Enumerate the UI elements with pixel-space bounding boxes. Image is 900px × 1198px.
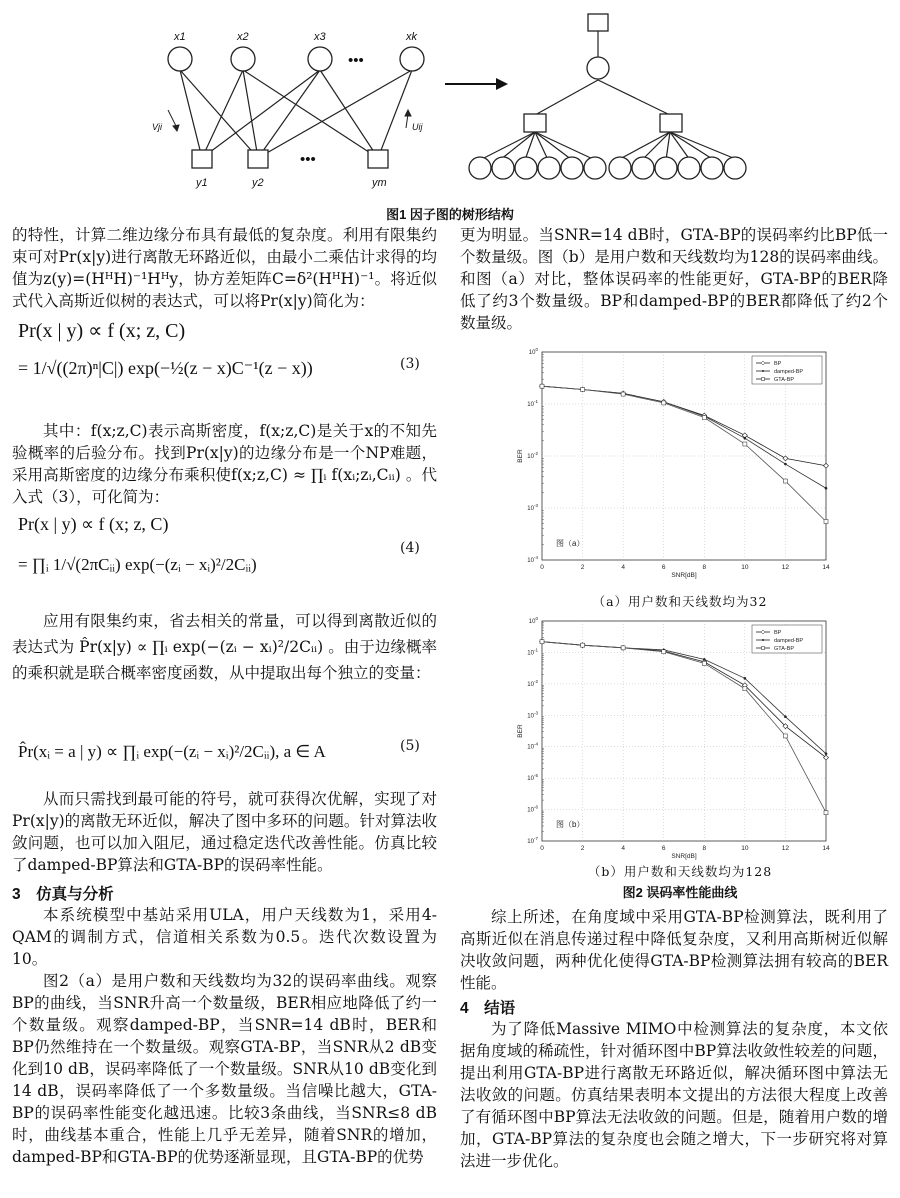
point-GTA-BP xyxy=(702,416,706,420)
equation-3-number: (3) xyxy=(400,356,420,372)
right-paragraph-1: 更为明显。当SNR=14 dB时，GTA-BP的误码率约比BP低一个数量级。图（b）是用户数和天线数均为128的误码率曲线。和图（a）对比，整体误码率的性能更好，GTA-BP的BER降低了约3个数量级。BP和damped-BP的BER都降低了约2个数量级。 xyxy=(460,226,888,332)
x-tick-label: 8 xyxy=(702,564,707,571)
y-tick-label: $10^{-2}$ xyxy=(527,678,538,688)
label-x3: x3 xyxy=(314,31,326,43)
tree-right-factor xyxy=(660,114,682,132)
x-axis-label: SNR[dB] xyxy=(671,572,697,579)
tree-leaf xyxy=(632,157,654,179)
point-GTA-BP xyxy=(702,661,706,665)
y-tick-label: $10^{-1}$ xyxy=(527,399,538,408)
x-tick-label: 12 xyxy=(781,845,790,852)
panel-label: 图（b） xyxy=(556,820,585,829)
y-tick-label: $10^{-4}$ xyxy=(527,741,538,751)
factor-node-ym xyxy=(368,150,388,168)
label-vji: Vji xyxy=(152,122,163,132)
legend-marker xyxy=(762,647,765,650)
point-GTA-BP xyxy=(662,650,666,654)
label-ym: ym xyxy=(372,177,387,189)
variable-node-x2 xyxy=(231,47,255,71)
tree-leaf xyxy=(515,157,537,179)
point-GTA-BP xyxy=(783,734,787,738)
right-paragraph-3: 为了降低Massive MIMO中检测算法的复杂度，本文依据角度域的稀疏性，针对循环图中BP算法收敛性较差的问题，提出利用GTA-BP进行离散无环路近似，解决循环图中算法无法收敛的问题。仿真结果表明本文提出的方法很大程度上改善了有循环图中BP算法无法收敛的问题。但是，随着用户数的增加，GTA-BP算法的复杂度也会随之增大，下一步研究将对算法进一步优化。 xyxy=(460,1020,888,1170)
legend-marker xyxy=(762,378,765,381)
point-GTA-BP xyxy=(540,640,544,644)
right-paragraph-2: 综上所述，在角度域中采用GTA-BP检测算法，既利用了高斯近似在消息传递过程中降低复杂度，又利用高斯树近似解决收敛问题，两种优化使得GTA-BP检测算法拥有较高的BER性能。 xyxy=(460,908,888,992)
legend-label: GTA-BP xyxy=(774,377,795,383)
legend-label: BP xyxy=(774,361,782,367)
equation-4-line1: Pr(x | y) ∝ f (x; z, C) xyxy=(18,514,169,534)
equation-4-number: (4) xyxy=(400,540,420,556)
y-tick-label: $10^0$ xyxy=(528,616,538,625)
label-y1: y1 xyxy=(196,177,208,189)
x-tick-label: 14 xyxy=(822,845,830,852)
y-tick-label: $10^{-6}$ xyxy=(527,804,538,814)
tree-root-variable xyxy=(587,57,609,79)
equation-3-line1: Pr(x | y) ∝ f (x; z, C) xyxy=(18,320,186,342)
point-damped-BP xyxy=(703,658,706,661)
equation-5-number: (5) xyxy=(400,738,420,754)
transform-arrow xyxy=(445,78,508,90)
label-dots-bottom: ••• xyxy=(300,151,316,168)
tree-leaf xyxy=(538,157,560,179)
legend-marker xyxy=(762,639,764,641)
x-tick-label: 14 xyxy=(822,564,830,571)
y-tick-label: $10^{-2}$ xyxy=(527,451,538,460)
y-tick-label: $10^{-3}$ xyxy=(527,710,538,720)
x-tick-label: 12 xyxy=(781,564,790,571)
y-tick-exponent: -5 xyxy=(533,773,538,779)
tree-leaf xyxy=(584,157,606,179)
legend-label: damped-BP xyxy=(774,638,804,644)
ber-chart-b xyxy=(512,615,842,865)
panel-label: 图（a） xyxy=(556,539,585,548)
legend-label: damped-BP xyxy=(774,369,804,375)
x-tick-label: 8 xyxy=(702,845,707,852)
point-GTA-BP xyxy=(540,384,544,388)
y-tick-exponent: -7 xyxy=(533,836,538,841)
factor-node-y1 xyxy=(192,150,212,168)
x-tick-label: 2 xyxy=(580,564,585,571)
x-tick-label: 2 xyxy=(580,845,585,852)
y-tick-label: $10^{-1}$ xyxy=(527,647,538,657)
y-tick-exponent: -1 xyxy=(533,647,538,653)
y-tick-exponent: -6 xyxy=(533,804,538,810)
left-paragraph-4: 从而只需找到最可能的符号，就可获得次优解，实现了对Pr(x|y)的离散无环近似，解决了图中多环的问题。针对算法收敛问题，也可以加入阻尼，通过稳定迭代改善性能。仿真比较了damped-BP算法和GTA-BP的误码率性能。 xyxy=(12,790,437,874)
figure2-caption: 图2 误码率性能曲线 xyxy=(622,885,738,900)
point-GTA-BP xyxy=(783,479,787,483)
figure2b-subcaption: （b）用户数和天线数均为128 xyxy=(587,864,773,879)
section-3-heading: 3 仿真与分析 xyxy=(12,886,114,903)
y-tick-exponent: -2 xyxy=(533,678,538,684)
equation-3-line2: = 1/√((2π)ⁿ|C|) exp(−½(z − x)C⁻¹(z − x)) xyxy=(18,358,313,378)
ber-chart-a xyxy=(512,346,842,584)
x-axis-label: SNR[dB] xyxy=(671,853,697,860)
plot-area xyxy=(542,621,826,841)
x-tick-label: 0 xyxy=(540,564,544,571)
label-xk: xk xyxy=(406,31,417,43)
tree-leaf xyxy=(724,157,746,179)
y-tick-label: $10^0$ xyxy=(528,347,538,356)
tree-left-factor xyxy=(524,114,546,132)
label-uij: Uij xyxy=(412,122,423,132)
x-tick-label: 4 xyxy=(621,564,625,571)
point-GTA-BP xyxy=(621,392,625,396)
y-tick-exponent: -3 xyxy=(533,503,538,508)
x-tick-label: 6 xyxy=(661,564,666,571)
point-damped-BP xyxy=(784,463,787,466)
left-paragraph-5: 本系统模型中基站采用ULA，用户天线数为1，采用4-QAM的调制方式，信道相关系数为0.5。迭代次数设置为10。 xyxy=(12,906,437,968)
point-GTA-BP xyxy=(824,520,828,524)
figure2a-subcaption: （a）用户数和天线数均为32 xyxy=(592,594,768,609)
point-GTA-BP xyxy=(662,401,666,405)
factor-node-y2 xyxy=(248,150,268,168)
left-paragraph-3: 应用有限集约束，省去相关的常量，可以得到离散近似的表达式为 P̂r(x|y) ∝ ∏ᵢ exp(−(zᵢ − xᵢ)²/2Cᵢᵢ) 。由于边缘概率的乘积就是联合概率密度函数，从中提取出每个独立的变量： xyxy=(12,612,437,682)
point-GTA-BP xyxy=(824,811,828,815)
y-tick-exponent: 0 xyxy=(535,347,538,352)
legend-label: BP xyxy=(774,630,782,636)
tree-leaf xyxy=(655,157,677,179)
equation-5: P̂r(xᵢ = a | y) ∝ ∏ᵢ exp(−(zᵢ − xᵢ)²/2Cᵢᵢ), a ∈ A xyxy=(18,742,326,761)
legend-marker xyxy=(762,370,764,372)
tree-leaf xyxy=(469,157,491,179)
left-paragraph-1: 的特性，计算二维边缘分布具有最低的复杂度。利用有限集约束可对Pr(x|y)进行离散无环路近似，由最小二乘估计求得的均值为z(y)=(HᴴH)⁻¹Hᴴy，协方差矩阵C=δ²(HᴴH)⁻¹。将近似式代入高斯近似树的表达式，可以将Pr(x|y)简化为： xyxy=(12,226,437,310)
point-GTA-BP xyxy=(743,442,747,446)
point-damped-BP xyxy=(784,715,787,718)
tree-edges xyxy=(480,30,738,160)
point-damped-BP xyxy=(744,677,747,680)
y-tick-exponent: -3 xyxy=(533,710,538,716)
left-paragraph-2: 其中：f(x;z,C)表示高斯密度，f(x;z,C)是关于x的不知先验概率的后验分布。找到Pr(x|y)的边缘分布是一个NP难题，采用高斯密度的边缘分布乘积使f(x;z,C) ≈ ∏ᵢ f(xᵢ;zᵢ,Cᵢᵢ) 。代入式（3），可化简为： xyxy=(12,422,437,506)
tree-leaf xyxy=(701,157,723,179)
variable-node-x1 xyxy=(168,47,192,71)
y-tick-exponent: -1 xyxy=(533,399,538,404)
y-axis-label: BER xyxy=(517,724,524,738)
x-tick-label: 4 xyxy=(621,845,625,852)
y-tick-label: $10^{-5}$ xyxy=(527,773,538,783)
tree-leaf xyxy=(678,157,700,179)
y-tick-exponent: -4 xyxy=(533,741,538,747)
tree-leaf xyxy=(561,157,583,179)
tree-leaf xyxy=(492,157,514,179)
figure1-factor-graph xyxy=(140,10,760,202)
x-tick-label: 10 xyxy=(741,845,749,852)
variable-node-x3 xyxy=(308,47,332,71)
y-axis-label: BER xyxy=(517,449,524,463)
section-4-heading: 4 结语 xyxy=(460,1000,516,1017)
tree-root-factor xyxy=(588,14,608,31)
point-damped-BP xyxy=(744,437,747,440)
factor-graph-edges xyxy=(180,70,412,158)
y-tick-label: $10^{-3}$ xyxy=(527,503,538,512)
left-paragraph-6: 图2（a）是用户数和天线数均为32的误码率曲线。观察BP的曲线，当SNR升高一个数量级，BER相应地降低了约一个数量级。观察damped-BP，当SNR=14 dB时，BER和BP仍然维持在一个数量级。观察GTA-BP，当SNR从2 dB变化到10 dB，误码率降低了一个数量级。SNR从10 dB变化到14 dB，误码率降低了一个多数量级。当信噪比越大，GTA-BP的误码率性能变化越迅速。比较3条曲线，当SNR≤8 dB时，曲线基本重合，性能上几乎无差异，随着SNR的增加，damped-BP和GTA-BP的优势逐渐显现，且GTA-BP的优势 xyxy=(12,972,437,1166)
label-y2: y2 xyxy=(252,177,264,189)
legend-label: GTA-BP xyxy=(774,646,795,652)
variable-node-xk xyxy=(400,47,424,71)
x-tick-label: 0 xyxy=(540,845,544,852)
label-x2: x2 xyxy=(237,31,249,43)
equation-4-line2: = ∏ᵢ 1/√(2πCᵢᵢ) exp(−(zᵢ − xᵢ)²/2Cᵢᵢ) xyxy=(18,555,257,574)
x-tick-label: 6 xyxy=(661,845,666,852)
point-damped-BP xyxy=(825,487,828,490)
x-tick-label: 10 xyxy=(741,564,749,571)
point-GTA-BP xyxy=(581,388,585,392)
point-GTA-BP xyxy=(581,643,585,647)
y-tick-exponent: -2 xyxy=(533,451,538,456)
y-tick-exponent: -4 xyxy=(533,555,538,560)
point-GTA-BP xyxy=(743,687,747,691)
point-GTA-BP xyxy=(621,646,625,650)
label-dots-top: ••• xyxy=(348,52,364,69)
label-x1: x1 xyxy=(174,31,186,43)
figure1-caption: 图1 因子图的树形结构 xyxy=(386,207,514,222)
point-damped-BP xyxy=(825,752,828,755)
tree-leaf xyxy=(609,157,631,179)
y-tick-exponent: 0 xyxy=(535,616,538,621)
y-tick-label: $10^{-7}$ xyxy=(527,836,538,845)
y-tick-label: $10^{-4}$ xyxy=(527,555,538,564)
